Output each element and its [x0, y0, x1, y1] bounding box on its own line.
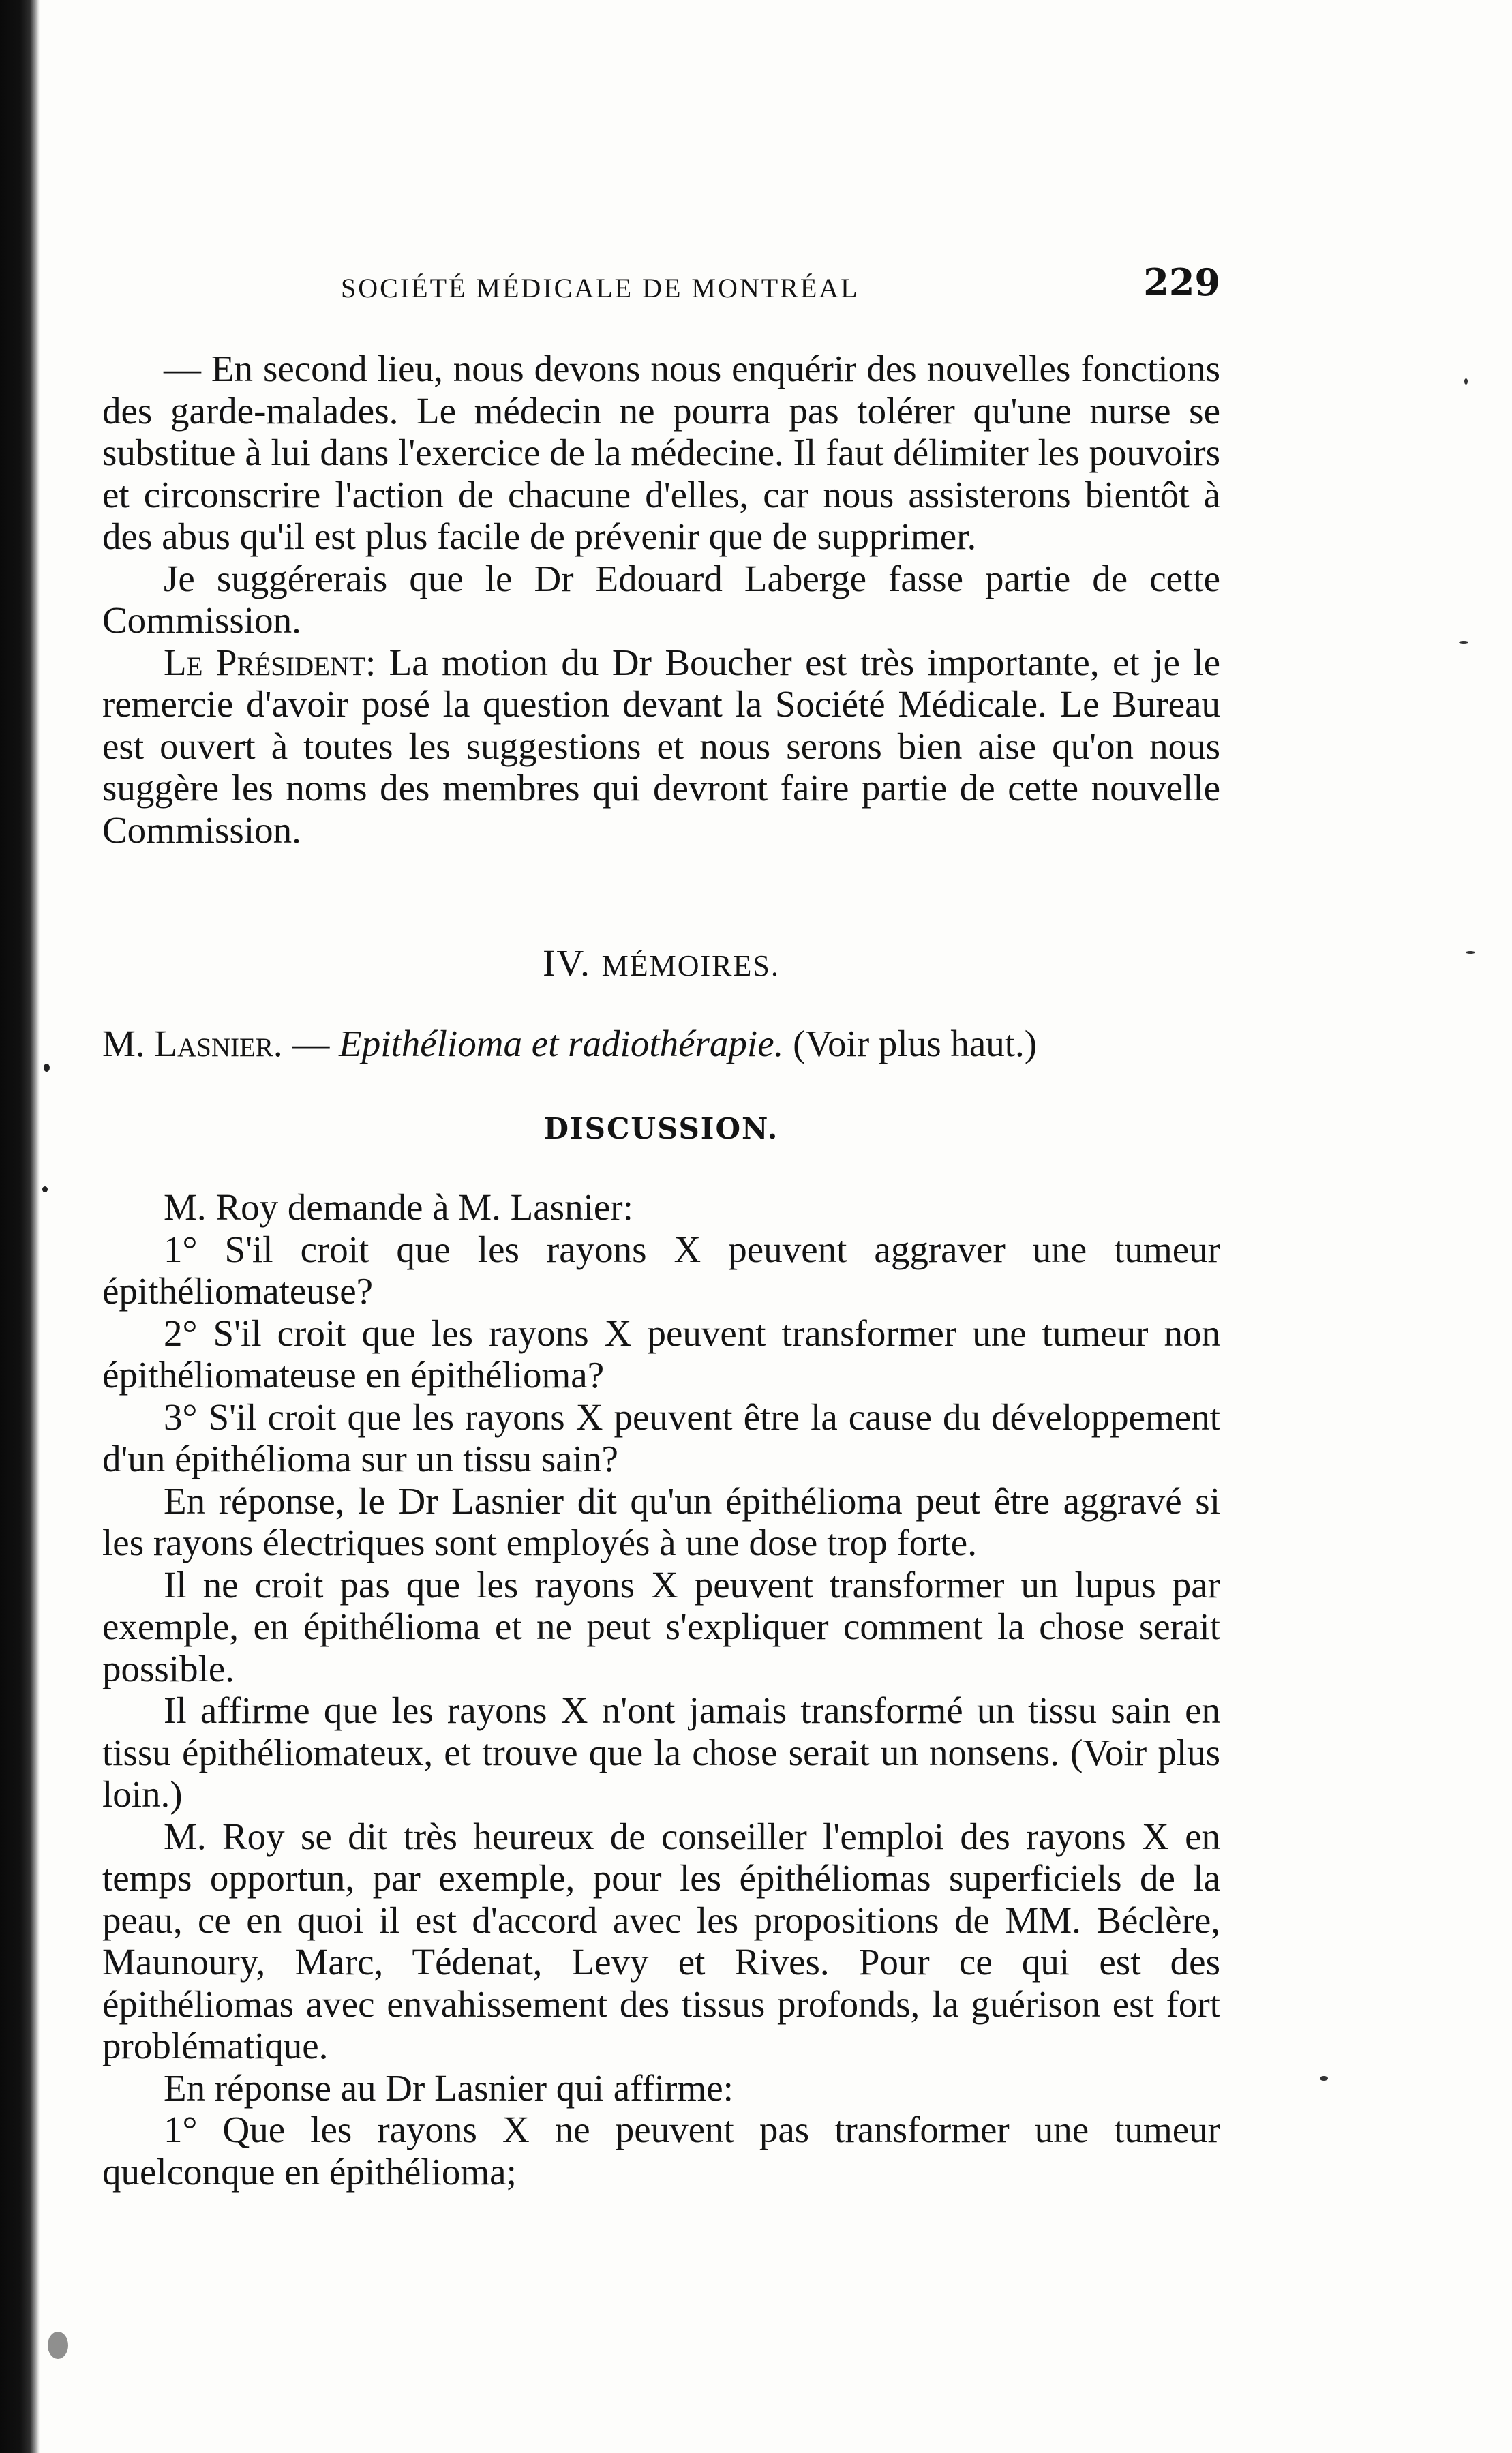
section-title: MÉMOIRES. [601, 949, 780, 982]
page-header [102, 262, 1220, 310]
running-title: SOCIÉTÉ MÉDICALE DE MONTRÉAL [341, 273, 860, 303]
paragraph: Il affirme que les rayons X n'ont jamais transformé un tissu sain en tissu épithéliomateux, et trouve que la chose serait un nonsens. (Voir plus loin.) [102, 1689, 1220, 1815]
discussion-heading: DISCUSSION. [543, 1112, 779, 1145]
president-paragraph [102, 642, 1220, 852]
president-statement: : La motion du Dr Boucher est très importante, et je le remercie d'avoir posé la question devant la Société Médicale. Le Bureau est ouvert à toutes les suggestions et nous serons bien aise qu'on nous suggère les noms des membres qui devront faire partie de cette nouvelle Commission. [102, 641, 1220, 851]
paragraph: — En second lieu, nous devons nous enquérir des nouvelles fonctions des garde-malades. Le médecin ne pourra pas tolérer qu'une nurse se substitue à lui dans l'exercice de la médecine. Il faut délimiter les pouvoirs et circonscrire l'action de chacune d'elles, car nous assisterons bientôt à des abus qu'il est plus facile de prévenir que de supprimer. [102, 348, 1220, 557]
paragraph: Il ne croit pas que les rayons X peuvent transformer un lupus par exemple, en épithélioma et ne peut s'expliquer comment la chose serait possible. [102, 1563, 1220, 1689]
paragraph: Je suggérerais que le Dr Edouard Laberge fasse partie de cette Commission. [102, 557, 1220, 641]
memoir-prefix: M. [102, 1023, 145, 1064]
memoir-entry [102, 1023, 1220, 1065]
discussion-body [102, 1186, 1220, 2193]
page-number: 229 [1143, 260, 1220, 304]
memoir-note: (Voir plus haut.) [783, 1023, 1038, 1064]
scan-speck [1464, 378, 1468, 385]
scan-speck [48, 2332, 68, 2359]
scan-speck [1466, 951, 1475, 954]
speaker-name: Le Président [164, 641, 365, 683]
section-number: IV. [543, 942, 591, 984]
paragraph: En réponse au Dr Lasnier qui affirme: [164, 2066, 734, 2109]
scan-speck [44, 1064, 50, 1072]
paragraph: M. Roy demande à M. Lasnier: [164, 1186, 633, 1228]
memoir-author: Lasnier [154, 1023, 273, 1064]
scanned-page-edge [0, 0, 40, 2453]
paragraph: En réponse, le Dr Lasnier dit qu'un épithélioma peut être aggravé si les rayons électriques sont employés à une dose trop forte. [102, 1479, 1220, 1563]
scan-speck [1459, 641, 1468, 644]
question-item: 2° S'il croit que les rayons X peuvent transformer une tumeur non épithéliomateuse en épithélioma? [102, 1312, 1220, 1396]
memoir-title: Epithélioma et radiothérapie. [339, 1023, 784, 1064]
question-item: 1° Que les rayons X ne peuvent pas transformer une tumeur quelconque en épithélioma; [102, 2109, 1220, 2193]
scan-speck [1320, 2076, 1328, 2081]
memoir-separator: . — [273, 1023, 339, 1064]
question-item: 1° S'il croit que les rayons X peuvent aggraver une tumeur épithéliomateuse? [102, 1228, 1220, 1312]
scan-speck [42, 1186, 48, 1192]
paragraph: M. Roy se dit très heureux de conseiller l'emploi des rayons X en temps opportun, par exemple, pour les épithéliomas superficiels de la peau, ce en quoi il est d'accord avec les propositions de MM. Béclère, Maunoury, Marc, Tédenat, Levy et Rives. Pour ce qui est des épithéliomas avec envahissement des tissus profonds, la guérison est fort problématique. [102, 1815, 1220, 2066]
section-heading [102, 942, 1220, 987]
body-before-section [102, 348, 1220, 851]
question-item: 3° S'il croit que les rayons X peuvent être la cause du développement d'un épithélioma sur un tissu sain? [102, 1396, 1220, 1479]
